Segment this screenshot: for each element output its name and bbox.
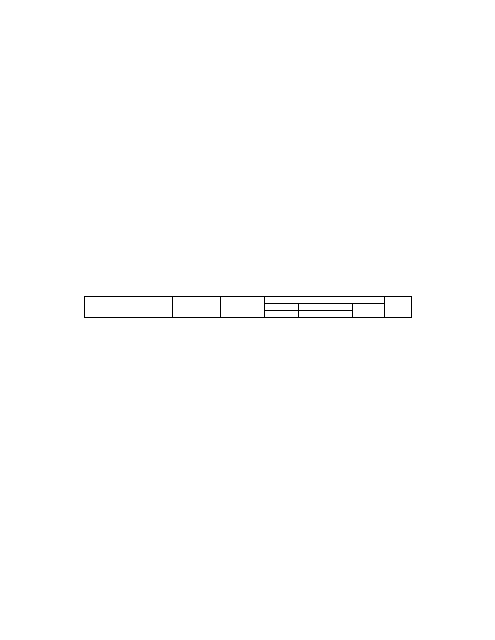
col-header-osha-pel (265, 311, 299, 318)
col-header-acgih (299, 304, 353, 311)
col-header-niosh (353, 304, 385, 318)
col-header-units (385, 297, 412, 318)
col-header-cas (173, 297, 221, 318)
col-header-component (85, 297, 173, 318)
col-header-exposure-limits (265, 297, 385, 304)
col-header-acgih-tlv (299, 311, 353, 318)
col-header-osha (265, 304, 299, 311)
composition-table (84, 296, 412, 318)
col-header-concentration (221, 297, 265, 318)
